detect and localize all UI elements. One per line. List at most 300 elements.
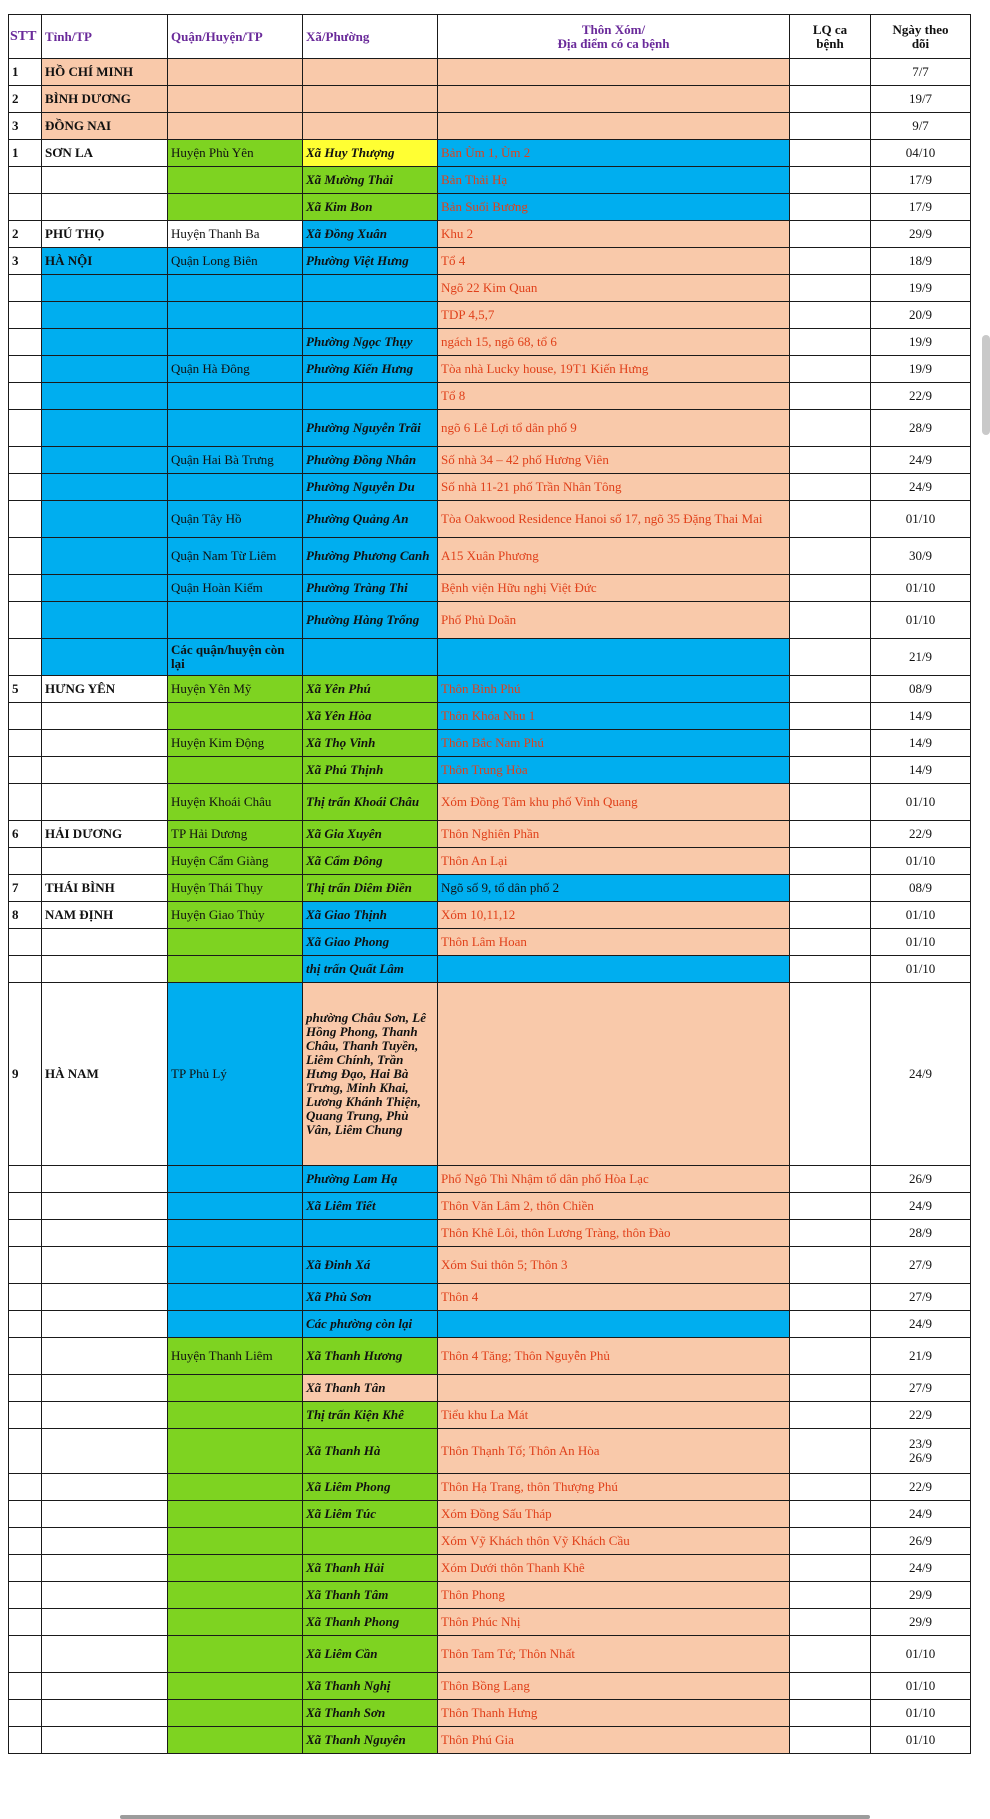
cell-location: Bản Suối Bương xyxy=(438,194,790,221)
cell-province xyxy=(42,194,168,221)
table-row xyxy=(9,1700,971,1727)
cell-location xyxy=(438,1311,790,1338)
header-province: Tỉnh/TP xyxy=(42,15,168,59)
cell-lq xyxy=(790,1528,871,1555)
cell-stt: 8 xyxy=(9,902,42,929)
cell-lq xyxy=(790,1582,871,1609)
cell-province xyxy=(42,639,168,676)
cell-date-part: 26/9 xyxy=(908,1450,933,1465)
cell-province xyxy=(42,1247,168,1284)
cell-stt xyxy=(9,410,42,447)
table-row xyxy=(9,1338,971,1375)
header-ward: Xã/Phường xyxy=(303,15,438,59)
cell-date: 26/9 xyxy=(871,1166,971,1193)
cell-date: 19/9 xyxy=(871,356,971,383)
cell-province: SƠN LA xyxy=(42,140,168,167)
table-row xyxy=(9,929,971,956)
cell-province xyxy=(42,1338,168,1375)
cell-location: Ngõ số 9, tổ dân phố 2 xyxy=(438,875,790,902)
table-row xyxy=(9,1220,971,1247)
cell-date: 01/10 xyxy=(871,1673,971,1700)
cell-date: 17/9 xyxy=(871,167,971,194)
cell-date: 22/9 xyxy=(871,383,971,410)
cell-stt: 1 xyxy=(9,140,42,167)
cell-district xyxy=(168,302,303,329)
cell-district: Huyện Giao Thủy xyxy=(168,902,303,929)
cell-date: 9/7 xyxy=(871,113,971,140)
cell-district xyxy=(168,1474,303,1501)
cell-district xyxy=(168,1402,303,1429)
cell-date: 01/10 xyxy=(871,1636,971,1673)
cell-province xyxy=(42,447,168,474)
cell-ward: thị trấn Quất Lâm xyxy=(303,956,438,983)
cell-province xyxy=(42,302,168,329)
cell-stt xyxy=(9,784,42,821)
table-row xyxy=(9,501,971,538)
cell-province xyxy=(42,1501,168,1528)
cell-district xyxy=(168,602,303,639)
cell-date: 24/9 xyxy=(871,474,971,501)
cell-date: 14/9 xyxy=(871,757,971,784)
cell-location: Tổ 4 xyxy=(438,248,790,275)
cell-lq xyxy=(790,757,871,784)
cell-lq xyxy=(790,167,871,194)
cell-location xyxy=(438,59,790,86)
cell-ward: Xã Kim Bon xyxy=(303,194,438,221)
cell-location: Thôn 4 Tăng; Thôn Nguyễn Phủ xyxy=(438,1338,790,1375)
cell-stt xyxy=(9,1636,42,1673)
cell-district: Quận Tây Hồ xyxy=(168,501,303,538)
cell-lq xyxy=(790,1429,871,1474)
cell-stt xyxy=(9,848,42,875)
cell-district: Quận Long Biên xyxy=(168,248,303,275)
cell-province xyxy=(42,1700,168,1727)
cell-province xyxy=(42,1166,168,1193)
cell-lq xyxy=(790,538,871,575)
cell-ward: Xã Liêm Tiết xyxy=(303,1193,438,1220)
table-row xyxy=(9,248,971,275)
cell-ward: Xã Thanh Tân xyxy=(303,1375,438,1402)
cell-stt xyxy=(9,1220,42,1247)
cell-date: 22/9 xyxy=(871,821,971,848)
table-row xyxy=(9,956,971,983)
cell-lq xyxy=(790,113,871,140)
header-date-line1: Ngày theo xyxy=(892,21,949,37)
table-row xyxy=(9,275,971,302)
cell-date: 17/9 xyxy=(871,194,971,221)
cell-province xyxy=(42,784,168,821)
cell-district xyxy=(168,929,303,956)
cell-stt xyxy=(9,1555,42,1582)
cell-stt xyxy=(9,1284,42,1311)
header-lq-line2: bệnh xyxy=(816,35,844,51)
cell-ward: Phường Lam Hạ xyxy=(303,1166,438,1193)
cell-province xyxy=(42,275,168,302)
cell-location: Thôn Khê Lôi, thôn Lương Tràng, thôn Đào xyxy=(438,1220,790,1247)
cell-lq xyxy=(790,784,871,821)
cell-district xyxy=(168,1247,303,1284)
cell-district xyxy=(168,275,303,302)
cell-district xyxy=(168,956,303,983)
cell-province: HÀ NAM xyxy=(42,983,168,1166)
cell-stt xyxy=(9,474,42,501)
cell-stt xyxy=(9,538,42,575)
cell-ward: Phường Nguyễn Trãi xyxy=(303,410,438,447)
cell-ward: phường Châu Sơn, Lê Hồng Phong, Thanh Châu, Thanh Tuyền, Liêm Chính, Trần Hưng Đạo, Hai Bà Trưng, Minh Khai, Lương Khánh Thiện, Quang Trung, Phù Vân, Liêm Chung xyxy=(303,983,438,1166)
cell-lq xyxy=(790,1193,871,1220)
cell-district xyxy=(168,1609,303,1636)
cell-stt xyxy=(9,1429,42,1474)
cell-stt xyxy=(9,1338,42,1375)
cell-stt xyxy=(9,1582,42,1609)
cell-lq xyxy=(790,956,871,983)
cell-ward: Xã Thanh Hương xyxy=(303,1338,438,1375)
cell-province xyxy=(42,602,168,639)
header-lq xyxy=(790,15,871,59)
scrollbar-thumb[interactable] xyxy=(982,335,990,435)
cell-district: Huyện Khoái Châu xyxy=(168,784,303,821)
table-row xyxy=(9,676,971,703)
cell-lq xyxy=(790,902,871,929)
table-row xyxy=(9,410,971,447)
header-district: Quận/Huyện/TP xyxy=(168,15,303,59)
cell-location: Bản Ùm 1, Ùm 2 xyxy=(438,140,790,167)
cell-ward: Xã Thanh Nguyên xyxy=(303,1727,438,1754)
cell-date: 19/9 xyxy=(871,275,971,302)
cell-district xyxy=(168,703,303,730)
cell-province: HẢI DƯƠNG xyxy=(42,821,168,848)
cell-ward: Phường Ngọc Thụy xyxy=(303,329,438,356)
cell-stt xyxy=(9,356,42,383)
cell-ward: Xã Liêm Túc xyxy=(303,1501,438,1528)
cell-ward: Phường Đồng Nhân xyxy=(303,447,438,474)
cell-province xyxy=(42,538,168,575)
cell-date: 29/9 xyxy=(871,1609,971,1636)
cell-lq xyxy=(790,1284,871,1311)
table-row xyxy=(9,1636,971,1673)
cell-lq xyxy=(790,1636,871,1673)
cell-location: Thôn Trung Hòa xyxy=(438,757,790,784)
cell-date: 01/10 xyxy=(871,501,971,538)
cell-province: NAM ĐỊNH xyxy=(42,902,168,929)
cell-ward: Phường Hàng Trống xyxy=(303,602,438,639)
table-row xyxy=(9,1311,971,1338)
table-row xyxy=(9,1402,971,1429)
cell-district xyxy=(168,194,303,221)
cell-ward: Xã Liêm Cần xyxy=(303,1636,438,1673)
cell-district: Quận Hai Bà Trưng xyxy=(168,447,303,474)
table-row xyxy=(9,538,971,575)
cell-date: 24/9 xyxy=(871,1193,971,1220)
cell-district: TP Phủ Lý xyxy=(168,983,303,1166)
table-row xyxy=(9,1429,971,1474)
cell-ward: Xã Thọ Vinh xyxy=(303,730,438,757)
cell-location: Số nhà 34 – 42 phố Hương Viên xyxy=(438,447,790,474)
cell-location xyxy=(438,1375,790,1402)
cell-district xyxy=(168,1311,303,1338)
cell-location: Xóm Dưới thôn Thanh Khê xyxy=(438,1555,790,1582)
cell-ward xyxy=(303,639,438,676)
cell-lq xyxy=(790,140,871,167)
cell-ward xyxy=(303,302,438,329)
cell-lq xyxy=(790,929,871,956)
cell-lq xyxy=(790,1402,871,1429)
cell-province xyxy=(42,929,168,956)
cell-stt xyxy=(9,575,42,602)
cell-lq xyxy=(790,356,871,383)
cell-lq xyxy=(790,703,871,730)
cell-district xyxy=(168,113,303,140)
cell-lq xyxy=(790,639,871,676)
cell-date: 24/9 xyxy=(871,1311,971,1338)
cell-lq xyxy=(790,1673,871,1700)
cell-stt xyxy=(9,1193,42,1220)
cell-district xyxy=(168,757,303,784)
cell-location: Xóm Đồng Tâm khu phố Vinh Quang xyxy=(438,784,790,821)
cell-date: 30/9 xyxy=(871,538,971,575)
cell-location: ngõ 6 Lê Lợi tổ dân phố 9 xyxy=(438,410,790,447)
cell-location: Thôn Phú Gia xyxy=(438,1727,790,1754)
table-row xyxy=(9,356,971,383)
cell-stt: 6 xyxy=(9,821,42,848)
cell-district: Huyện Thanh Ba xyxy=(168,221,303,248)
cell-date-part: 23/9 xyxy=(908,1436,933,1451)
cell-ward xyxy=(303,383,438,410)
cell-ward: Xã Giao Thịnh xyxy=(303,902,438,929)
cell-date: 19/9 xyxy=(871,329,971,356)
cell-stt xyxy=(9,1501,42,1528)
cell-district xyxy=(168,410,303,447)
cell-lq xyxy=(790,848,871,875)
cell-ward: Xã Gia Xuyên xyxy=(303,821,438,848)
header-lq-line1: LQ ca xyxy=(812,21,848,37)
cell-ward: Phường Quảng An xyxy=(303,501,438,538)
cell-stt xyxy=(9,167,42,194)
cell-date: 24/9 xyxy=(871,983,971,1166)
cell-district xyxy=(168,1501,303,1528)
cell-lq xyxy=(790,1166,871,1193)
cell-ward: Xã Giao Phong xyxy=(303,929,438,956)
cell-location xyxy=(438,956,790,983)
cell-date: 08/9 xyxy=(871,676,971,703)
cell-province: HỒ CHÍ MINH xyxy=(42,59,168,86)
cell-ward: Xã Phú Thịnh xyxy=(303,757,438,784)
cell-stt xyxy=(9,929,42,956)
cell-province xyxy=(42,1528,168,1555)
cell-location: TDP 4,5,7 xyxy=(438,302,790,329)
cell-lq xyxy=(790,1555,871,1582)
table-row xyxy=(9,848,971,875)
table-row xyxy=(9,1727,971,1754)
table-row xyxy=(9,983,971,1166)
table-row xyxy=(9,784,971,821)
cell-location: Thôn Phúc Nhị xyxy=(438,1609,790,1636)
cell-stt xyxy=(9,757,42,784)
cell-ward: Xã Huy Thượng xyxy=(303,140,438,167)
cell-lq xyxy=(790,383,871,410)
cell-location: Thôn Phong xyxy=(438,1582,790,1609)
cell-lq xyxy=(790,575,871,602)
cell-ward: Xã Thanh Phong xyxy=(303,1609,438,1636)
table-row xyxy=(9,140,971,167)
cell-date: 01/10 xyxy=(871,784,971,821)
cell-province: ĐỒNG NAI xyxy=(42,113,168,140)
table-row xyxy=(9,329,971,356)
cell-ward xyxy=(303,1220,438,1247)
table-row xyxy=(9,1375,971,1402)
cell-stt xyxy=(9,1474,42,1501)
cell-location: Tiểu khu La Mát xyxy=(438,1402,790,1429)
cell-province: PHÚ THỌ xyxy=(42,221,168,248)
header-location-line2: Địa điểm có ca bệnh xyxy=(557,35,670,51)
cell-lq xyxy=(790,221,871,248)
cell-province xyxy=(42,1311,168,1338)
cell-lq xyxy=(790,1727,871,1754)
cell-stt xyxy=(9,1700,42,1727)
cell-district xyxy=(168,59,303,86)
cell-stt xyxy=(9,639,42,676)
cell-lq xyxy=(790,86,871,113)
cell-location: Xóm Vỹ Khách thôn Vỹ Khách Cầu xyxy=(438,1528,790,1555)
cell-stt xyxy=(9,447,42,474)
cell-lq xyxy=(790,1220,871,1247)
cell-lq xyxy=(790,501,871,538)
cell-date: 28/9 xyxy=(871,1220,971,1247)
cell-date: 21/9 xyxy=(871,1338,971,1375)
cell-date: 27/9 xyxy=(871,1375,971,1402)
cell-lq xyxy=(790,302,871,329)
cell-stt xyxy=(9,1673,42,1700)
cell-location: Thôn Bắc Nam Phú xyxy=(438,730,790,757)
table-row xyxy=(9,575,971,602)
cell-stt: 1 xyxy=(9,59,42,86)
cell-lq xyxy=(790,983,871,1166)
cell-stt xyxy=(9,1247,42,1284)
cell-district: Huyện Yên Mỹ xyxy=(168,676,303,703)
cell-province xyxy=(42,848,168,875)
table-row xyxy=(9,1501,971,1528)
cell-ward: Thị trấn Khoái Châu xyxy=(303,784,438,821)
cell-province: HƯNG YÊN xyxy=(42,676,168,703)
cell-district: Huyện Kim Động xyxy=(168,730,303,757)
cell-location xyxy=(438,983,790,1166)
cell-district xyxy=(168,1375,303,1402)
cell-date: 24/9 xyxy=(871,1501,971,1528)
cell-province xyxy=(42,1727,168,1754)
header-stt: STT xyxy=(9,15,42,59)
cell-stt xyxy=(9,1727,42,1754)
cell-stt: 3 xyxy=(9,113,42,140)
cell-district: Quận Nam Từ Liêm xyxy=(168,538,303,575)
cell-location: Tòa Oakwood Residence Hanoi số 17, ngõ 35 Đặng Thai Mai xyxy=(438,501,790,538)
cell-location: A15 Xuân Phương xyxy=(438,538,790,575)
cell-province xyxy=(42,1220,168,1247)
cell-stt xyxy=(9,275,42,302)
cell-district: Quận Hoàn Kiếm xyxy=(168,575,303,602)
cell-district xyxy=(168,1582,303,1609)
table-row xyxy=(9,1284,971,1311)
cell-stt xyxy=(9,1402,42,1429)
cell-ward: Xã Thanh Hải xyxy=(303,1555,438,1582)
cell-date: 04/10 xyxy=(871,140,971,167)
cell-stt xyxy=(9,1609,42,1636)
cell-province xyxy=(42,1284,168,1311)
table-body xyxy=(9,59,971,1754)
cell-province xyxy=(42,703,168,730)
cell-date: 7/7 xyxy=(871,59,971,86)
cell-province: BÌNH DƯƠNG xyxy=(42,86,168,113)
cell-stt: 2 xyxy=(9,86,42,113)
cell-district xyxy=(168,1636,303,1673)
header-location-line1: Thôn Xóm/ xyxy=(581,21,646,37)
table-row xyxy=(9,703,971,730)
covid-area-table xyxy=(8,14,971,1754)
cell-location: Bệnh viện Hữu nghị Việt Đức xyxy=(438,575,790,602)
cell-location: Thôn Thạnh Tố; Thôn An Hòa xyxy=(438,1429,790,1474)
cell-district: Huyện Cẩm Giàng xyxy=(168,848,303,875)
cell-district: Các quận/huyện còn lại xyxy=(168,639,303,676)
cell-ward: Xã Đinh Xá xyxy=(303,1247,438,1284)
cell-district: Huyện Thanh Liêm xyxy=(168,1338,303,1375)
table-row xyxy=(9,302,971,329)
cell-stt xyxy=(9,329,42,356)
cell-date: 01/10 xyxy=(871,602,971,639)
cell-location xyxy=(438,639,790,676)
cell-province xyxy=(42,329,168,356)
cell-ward xyxy=(303,113,438,140)
cell-date: 22/9 xyxy=(871,1402,971,1429)
cell-lq xyxy=(790,602,871,639)
table-row xyxy=(9,1528,971,1555)
cell-location: ngách 15, ngõ 68, tổ 6 xyxy=(438,329,790,356)
cell-location: Bản Thải Hạ xyxy=(438,167,790,194)
cell-location xyxy=(438,86,790,113)
cell-ward: Thị trấn Diêm Điền xyxy=(303,875,438,902)
cell-province xyxy=(42,575,168,602)
cell-date: 01/10 xyxy=(871,575,971,602)
cell-date xyxy=(871,1429,971,1474)
cell-province xyxy=(42,356,168,383)
cell-location: Phố Ngô Thì Nhậm tổ dân phố Hòa Lạc xyxy=(438,1166,790,1193)
cell-district xyxy=(168,1429,303,1474)
cell-province xyxy=(42,383,168,410)
cell-district: Huyện Phù Yên xyxy=(168,140,303,167)
cell-ward: Xã Thanh Hà xyxy=(303,1429,438,1474)
cell-ward: Xã Yên Hòa xyxy=(303,703,438,730)
cell-date: 24/9 xyxy=(871,1555,971,1582)
cell-date: 20/9 xyxy=(871,302,971,329)
cell-date: 01/10 xyxy=(871,1700,971,1727)
table-row xyxy=(9,1555,971,1582)
cell-ward: Xã Thanh Tâm xyxy=(303,1582,438,1609)
cell-province xyxy=(42,1429,168,1474)
cell-ward: Thị trấn Kiện Khê xyxy=(303,1402,438,1429)
cell-lq xyxy=(790,248,871,275)
cell-lq xyxy=(790,1501,871,1528)
cell-lq xyxy=(790,1474,871,1501)
header-row xyxy=(9,15,971,59)
cell-date: 01/10 xyxy=(871,1727,971,1754)
cell-date: 19/7 xyxy=(871,86,971,113)
cell-district xyxy=(168,1528,303,1555)
cell-province xyxy=(42,1673,168,1700)
header-location xyxy=(438,15,790,59)
cell-location: Thôn Bình Phú xyxy=(438,676,790,703)
cell-lq xyxy=(790,474,871,501)
cell-lq xyxy=(790,194,871,221)
cell-date: 29/9 xyxy=(871,1582,971,1609)
cell-stt xyxy=(9,602,42,639)
